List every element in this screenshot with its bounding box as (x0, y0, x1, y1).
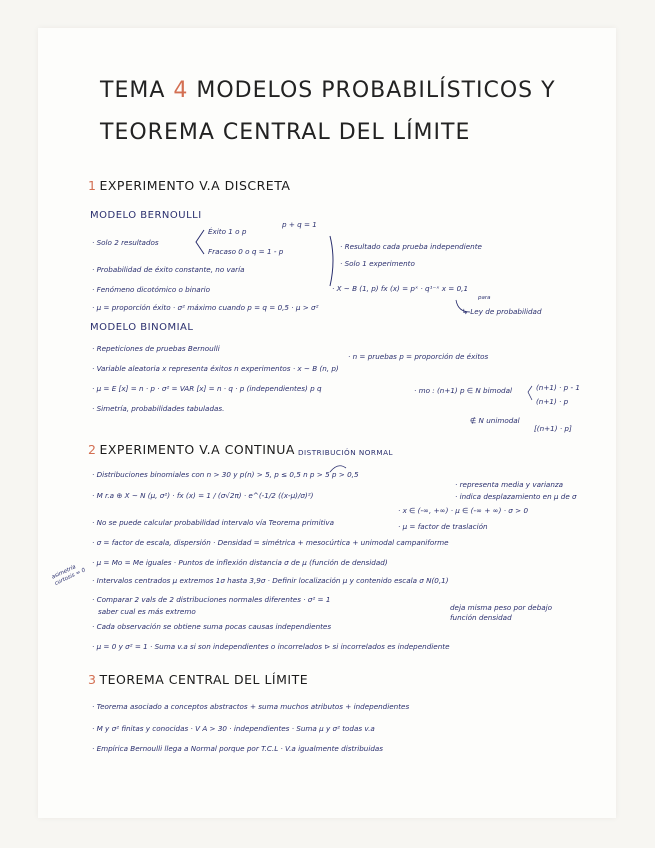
continua-line-2: · M r.a ⊕ X ~ N (μ, σ²) · fx (x) = 1 / (σ√2π) · e^(-1/2 ((x-μ)/σ)²) (92, 491, 314, 500)
continua-line-9: · Cada observación se obtiene suma pocas causas independientes (92, 622, 332, 631)
bernoulli-exito: Éxito 1 o p (208, 227, 247, 236)
section-3-number: 3 (88, 672, 97, 687)
bernoulli-line-3: · Fenómeno dicotómico o binario (92, 285, 211, 294)
mode-brace (528, 386, 532, 400)
tcl-line-3: · Empírica Bernoulli llega a Normal porque por T.C.L · V.a igualmente distribuidas (92, 744, 384, 753)
continua-line-7b: deja misma peso por debajo función densidad (450, 603, 553, 622)
bernoulli-line-2: · Probabilidad de éxito constante, no varía (92, 265, 245, 274)
tcl-line-2: · M y σ² finitas y conocidas · V A > 30 · independientes · Suma μ y σ² todas v.a (92, 724, 375, 733)
continua-line-3: · No se puede calcular probabilidad intervalo vía Teorema primitiva (92, 518, 335, 527)
bernoulli-heading: MODELO BERNOULLI (90, 210, 202, 221)
binomial-mode-b: (n+1) · p (536, 397, 569, 406)
bernoulli-fracaso: Fracaso 0 o q = 1 - p (208, 247, 284, 256)
binomial-mode: · mo : (n+1) p ∈ N bimodal (414, 386, 512, 395)
title-number: 4 (173, 78, 189, 103)
section-1-number: 1 (88, 178, 97, 193)
continua-line-2b: · indica desplazamiento en μ de σ (455, 492, 577, 501)
binomial-unimodal: ∉ N unimodal (470, 416, 520, 425)
section-2-title: EXPERIMENTO V.A CONTINUA (99, 442, 295, 457)
continua-line-6: · Intervalos centrados μ extremos 1σ hasta 3,9σ · Definir localización μ y contenido escala σ N(0,1) (92, 576, 449, 585)
bernoulli-line-1: · Solo 2 resultados (92, 238, 159, 247)
normal-arrow (330, 466, 346, 472)
continua-line-3b: · μ = factor de traslación (398, 522, 488, 531)
continua-line-2c: · x ∈ (-∞, +∞) · μ ∈ (-∞ + ∞) · σ > 0 (398, 506, 529, 515)
side-note: asimetría curtosis = 0 (50, 564, 87, 587)
tcl-line-1: · Teorema asociado a conceptos abstractos + suma muchos atributos + independientes (92, 702, 410, 711)
title-line1-rest: MODELOS PROBABILÍSTICOS Y (196, 78, 556, 103)
right-brace (330, 236, 333, 286)
section-3-title: TEOREMA CENTRAL DEL LÍMITE (99, 672, 309, 687)
continua-line-1: · Distribuciones binomiales con n > 30 y p(n) > 5, p ≤ 0,5 n p > 5 p > 0,5 (92, 470, 359, 479)
continua-line-4: · σ = factor de escala, dispersión · Densidad = simétrica + mesocúrtica + unimodal campaniforme (92, 538, 449, 547)
bernoulli-line-4: · μ = proporción éxito · σ² máximo cuando p = q = 0,5 · μ > σ² (92, 303, 319, 312)
title-prefix: TEMA (100, 78, 166, 103)
binomial-line-3: · μ = E [x] = n · p · σ² = VAR [x] = n · q · p (independientes) p q (92, 384, 322, 393)
title-line2: TEOREMA CENTRAL DEL LÍMITE (100, 120, 471, 145)
binomial-mode-a: (n+1) · p - 1 (536, 383, 580, 392)
binomial-line-4: · Simetría, probabilidades tabuladas. (92, 404, 225, 413)
binomial-unimodal-value: [(n+1) · p] (534, 424, 572, 433)
bernoulli-para: para (478, 295, 491, 301)
normal-distribution-annotation: DISTRIBUCIÓN NORMAL (298, 448, 394, 457)
continua-line-1b: · representa media y varianza (455, 480, 564, 489)
bernoulli-right-1: · Resultado cada prueba independiente (340, 242, 482, 251)
continua-line-5: · μ = Mo = Me iguales · Puntos de inflexión distancia σ de μ (función de densidad) (92, 558, 388, 567)
section-2-number: 2 (88, 442, 97, 457)
bernoulli-right-2: · Solo 1 experimento (340, 259, 415, 268)
binomial-line-1b: · n = pruebas p = proporción de éxitos (348, 352, 489, 361)
binomial-line-2: · Variable aleatoria x representa éxitos n experimentos · x ~ B (n, p) (92, 364, 339, 373)
law-arrow (456, 300, 470, 312)
binomial-heading: MODELO BINOMIAL (90, 322, 194, 333)
continua-line-8: saber cual es más extremo (98, 607, 196, 616)
continua-line-10: · μ = 0 y σ² = 1 · Suma v.a si son independientes o incorrelados ⊳ si incorrelados es independiente (92, 642, 450, 651)
bernoulli-pq: p + q = 1 (282, 220, 317, 229)
bernoulli-right-3: · X ~ B (1, p) fx (x) = pˣ · q¹⁻ˣ x = 0,1 (332, 284, 469, 293)
binomial-line-1: · Repeticiones de pruebas Bernoulli (92, 344, 220, 353)
section-1-title: EXPERIMENTO V.A DISCRETA (99, 178, 291, 193)
bernoulli-right-4: ↳ Ley de probabilidad (462, 307, 542, 316)
continua-line-7: · Comparar 2 vals de 2 distribuciones normales diferentes · σ² = 1 (92, 595, 331, 604)
left-brace (196, 230, 204, 254)
